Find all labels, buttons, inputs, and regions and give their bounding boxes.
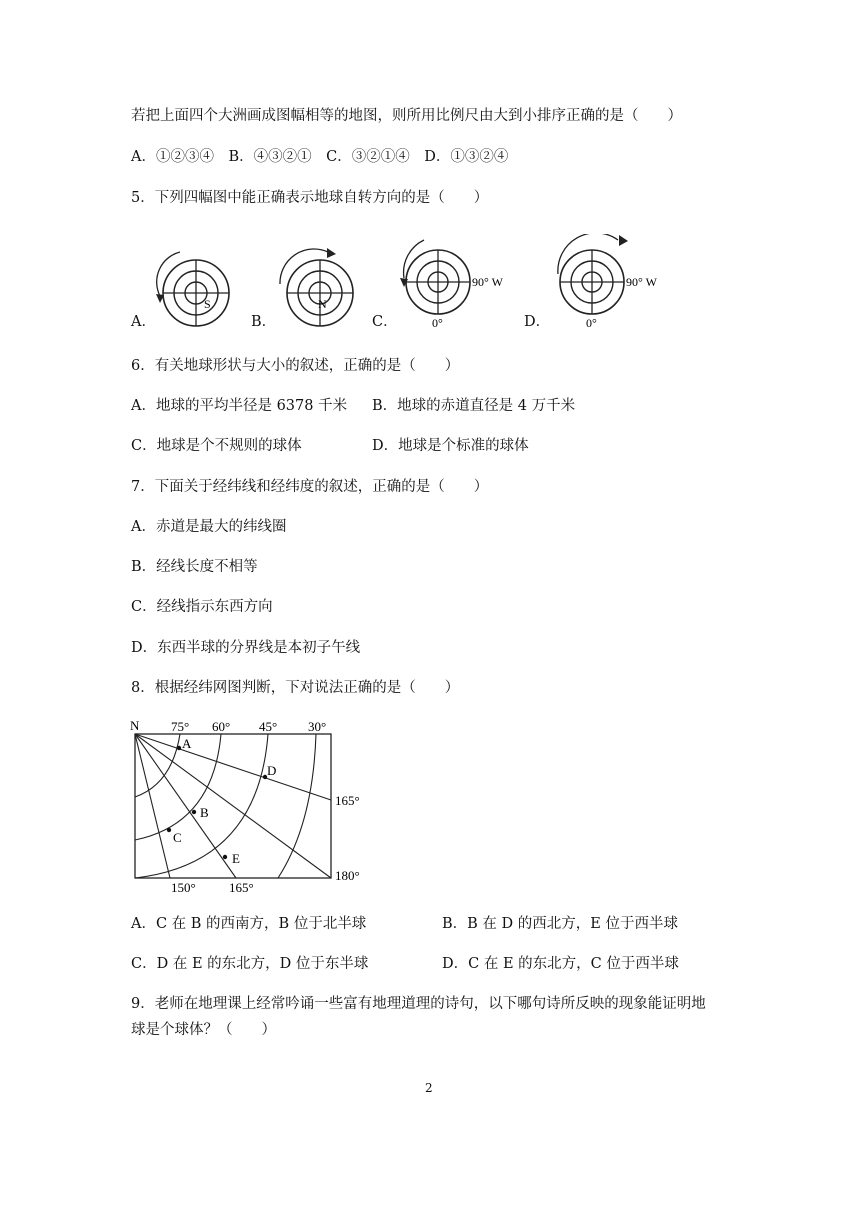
q5-figure-d-letter: D． (524, 314, 551, 330)
q8-option-b: B．B 在 D 的西北方，E 位于西半球 (442, 916, 678, 932)
q4-options: A．①②③④ B．④③②① C．③②①④ D．①③②④ (131, 149, 509, 165)
map-pole-label: N (130, 718, 140, 733)
map-bottom-label-150: 150° (171, 880, 196, 895)
map-point-e-label: E (232, 851, 240, 866)
map-point-c-dot (167, 828, 171, 832)
map-point-b-dot (192, 810, 196, 814)
q6-option-b: B．地球的赤道直径是 4 万千米 (372, 398, 576, 414)
map-right-label-180: 180° (335, 868, 360, 883)
q8-stem: 8．根据经纬网图判断，下对说法正确的是（ ） (131, 680, 460, 696)
rotation-figure-b (272, 246, 362, 330)
page-number: 2 (425, 1081, 433, 1095)
q5-figure-c-letter: C． (372, 314, 398, 330)
map-point-c-label: C (173, 830, 182, 845)
map-point-b-label: B (200, 805, 209, 820)
map-top-label-30: 30° (308, 719, 327, 734)
q6-option-c: C．地球是个不规则的球体 (131, 438, 302, 454)
map-right-label-165: 165° (335, 793, 360, 808)
map-top-label-60: 60° (212, 719, 231, 734)
pole-label-s: S (204, 297, 211, 311)
meridian-label-c: 90° W (472, 275, 503, 289)
map-point-d-label: D (267, 763, 277, 778)
map-point-a-dot (177, 746, 181, 750)
q7-option-a: A．赤道是最大的纬线圈 (131, 519, 287, 535)
map-top-label-75: 75° (171, 719, 190, 734)
q6-option-a: A．地球的平均半径是 6378 千米 (131, 398, 348, 414)
map-point-e-dot (223, 855, 227, 859)
q4-stem: 若把上面四个大洲画成图幅相等的地图，则所用比例尺由大到小排序正确的是（ ） (131, 108, 682, 124)
q9-stem-line2: 球是个球体？（ ） (131, 1022, 276, 1038)
q9-stem-line1: 9．老师在地理课上经常吟诵一些富有地理道理的诗句，以下哪句诗所反映的现象能证明地 (131, 996, 706, 1012)
map-top-label-45: 45° (259, 719, 278, 734)
q8-option-d: D．C 在 E 的东北方，C 位于西半球 (442, 956, 679, 972)
bottom-label-c: 0° (432, 316, 443, 330)
map-point-a-label: A (182, 736, 192, 751)
q7-stem: 7．下面关于经纬线和经纬度的叙述，正确的是（ ） (131, 479, 489, 495)
q8-option-a: A．C 在 B 的西南方，B 位于北半球 (131, 916, 367, 932)
rotation-figure-c (394, 234, 514, 330)
rotation-figure-d (548, 234, 673, 330)
q6-stem: 6．有关地球形状与大小的叙述，正确的是（ ） (131, 358, 460, 374)
q7-option-b: B．经线长度不相等 (131, 559, 258, 575)
q7-option-d: D．东西半球的分界线是本初子午线 (131, 640, 361, 656)
q5-stem: 5．下列四幅图中能正确表示地球自转方向的是（ ） (131, 190, 489, 206)
q5-figure-b-letter: B． (251, 314, 277, 330)
q8-option-c: C．D 在 E 的东北方，D 位于东半球 (131, 956, 369, 972)
pole-label-n: N (318, 297, 327, 311)
meridian-label-d: 90° W (626, 275, 657, 289)
map-bottom-label-165: 165° (229, 880, 254, 895)
bottom-label-d: 0° (586, 316, 597, 330)
q5-figure-a-letter: A． (131, 314, 156, 330)
q6-option-d: D．地球是个标准的球体 (372, 438, 529, 454)
q7-option-c: C．经线指示东西方向 (131, 599, 273, 615)
graticule-map (128, 714, 368, 896)
rotation-figure-a (150, 246, 240, 330)
